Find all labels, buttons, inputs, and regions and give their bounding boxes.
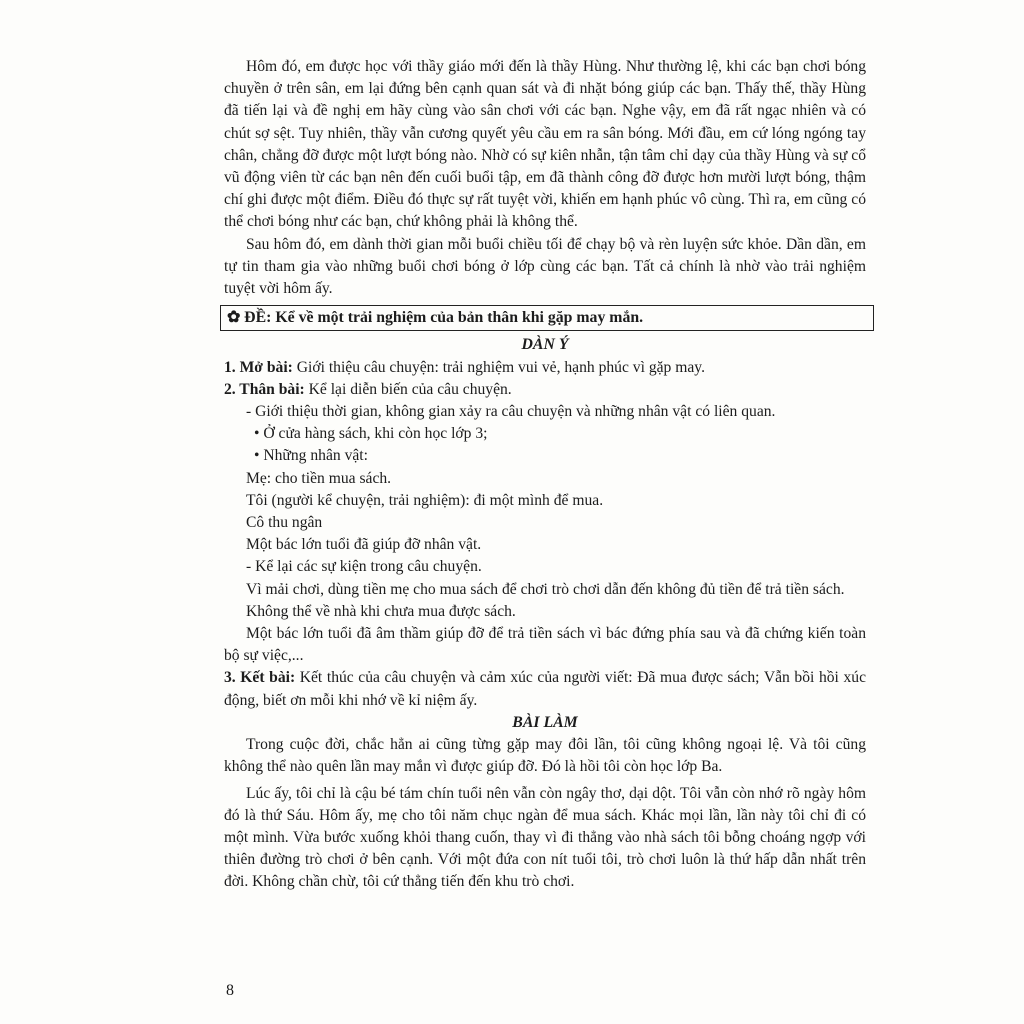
mo-bai-label: 1. Mở bài: xyxy=(224,358,293,376)
outline-event: Vì mải chơi, dùng tiền mẹ cho mua sách để chơi trò chơi dẫn đến không đủ tiền để trả tiền sách. xyxy=(246,580,845,598)
outline-line: • Ở cửa hàng sách, khi còn học lớp 3; xyxy=(254,425,488,443)
outline-event: Không thể về nhà khi chưa mua được sách. xyxy=(246,602,516,620)
outline-line: - Giới thiệu thời gian, không gian xảy ra câu chuyện và những nhân vật có liên quan. xyxy=(246,403,776,421)
outline-line: - Kể lại các sự kiện trong câu chuyện. xyxy=(246,558,482,576)
essay-heading: BÀI LÀM xyxy=(512,713,578,731)
outline-line: Một bác lớn tuổi đã giúp đỡ nhân vật. xyxy=(246,536,482,554)
outline-mo-bai xyxy=(224,357,866,379)
outline-line: Cô thu ngân xyxy=(246,514,323,532)
mo-bai-text: Giới thiệu câu chuyện: trải nghiệm vui vẻ, hạnh phúc vì gặp may. xyxy=(292,358,705,376)
ket-bai-text: Kết thúc của câu chuyện và cảm xúc của người viết: Đã mua được sách; Vẫn bồi hồi xúc động, biết ơn mỗi khi nhớ về kỉ niệm ấy. xyxy=(224,669,866,709)
intro-paragraph-2: Sau hôm đó, em dành thời gian mỗi buổi chiều tối để chạy bộ và rèn luyện sức khỏe. Dần dần, em tự tin tham gia vào những buổi chơi bóng ở lớp cùng các bạn. Tất cả chính là nhờ vào trải nghiệm tuyệt vời hôm ấy. xyxy=(224,235,866,298)
outline-than-bai xyxy=(224,379,866,401)
essay-paragraph-1: Trong cuộc đời, chắc hẳn ai cũng từng gặp may đôi lần, tôi cũng không ngoại lệ. Và tôi cũng không thể nào quên lần may mắn vì được giúp đỡ. Đó là hồi tôi còn học lớp Ba. xyxy=(224,736,866,776)
than-bai-text: Kể lại diễn biến của câu chuyện. xyxy=(304,380,512,398)
ket-bai-label: 3. Kết bài: xyxy=(224,669,296,687)
outline-ket-bai xyxy=(224,667,866,711)
intro-paragraph-1: Hôm đó, em được học với thầy giáo mới đến là thầy Hùng. Như thường lệ, khi các bạn chơi bóng chuyền ở trên sân, em lại đứng bên cạnh quan sát và đi nhặt bóng giúp các bạn. Thấy thế, thầy Hùng đã tiến lại và đề nghị em hãy cùng vào sân chơi với các bạn. Nghe vậy, em đã rất ngạc nhiên và có chút sợ sệt. Tuy nhiên, thầy vẫn cương quyết yêu cầu em ra sân bóng. Mới đầu, em cứ lóng ngóng tay chân, chẳng đỡ được một lượt bóng nào. Nhờ có sự kiên nhẫn, tận tâm chỉ dạy của thầy Hùng và sự cổ vũ động viên từ các bạn nên đến cuối buổi tập, em đã thành công đỡ được hơn mười lượt bóng, thậm chí ghi được một điểm. Điều đó thực sự rất tuyệt vời, khiến em hạnh phúc vô cùng. Thì ra, em cũng có thể chơi bóng như các bạn, chứ không phải là không thể. xyxy=(224,58,866,231)
outline-line: Tôi (người kể chuyện, trải nghiệm): đi một mình để mua. xyxy=(246,491,604,509)
outline-line: Mẹ: cho tiền mua sách. xyxy=(246,469,392,487)
than-bai-label: 2. Thân bài: xyxy=(224,380,305,398)
page-number: 8 xyxy=(226,982,234,999)
outline-event: Một bác lớn tuổi đã âm thầm giúp đỡ để trả tiền sách vì bác đứng phía sau và đã chứng kiến toàn bộ sự việc,... xyxy=(224,625,866,665)
outline-heading: DÀN Ý xyxy=(521,336,569,354)
essay-paragraph-2: Lúc ấy, tôi chỉ là cậu bé tám chín tuổi nên vẫn còn ngây thơ, dại dột. Tôi vẫn còn nhớ rõ ngày hôm đó là thứ Sáu. Hôm ấy, mẹ cho tôi năm chục ngàn để mua sách. Khác mọi lần, lần này tôi chỉ đi có một mình. Vừa bước xuống khỏi thang cuốn, thay vì đi thẳng vào nhà sách tôi bỗng choáng ngợp với thiên đường trò chơi ở bên cạnh. Với một đứa con nít tuổi tôi, trò chơi luôn là thứ hấp dẫn nhất trên đời. Không chần chừ, tôi cứ thẳng tiến đến khu trò chơi. xyxy=(224,784,866,891)
topic-box: ✿ ĐỀ: Kể về một trải nghiệm của bản thân khi gặp may mắn. xyxy=(220,305,874,331)
document-body xyxy=(224,56,866,894)
outline-line: • Những nhân vật: xyxy=(254,447,368,465)
